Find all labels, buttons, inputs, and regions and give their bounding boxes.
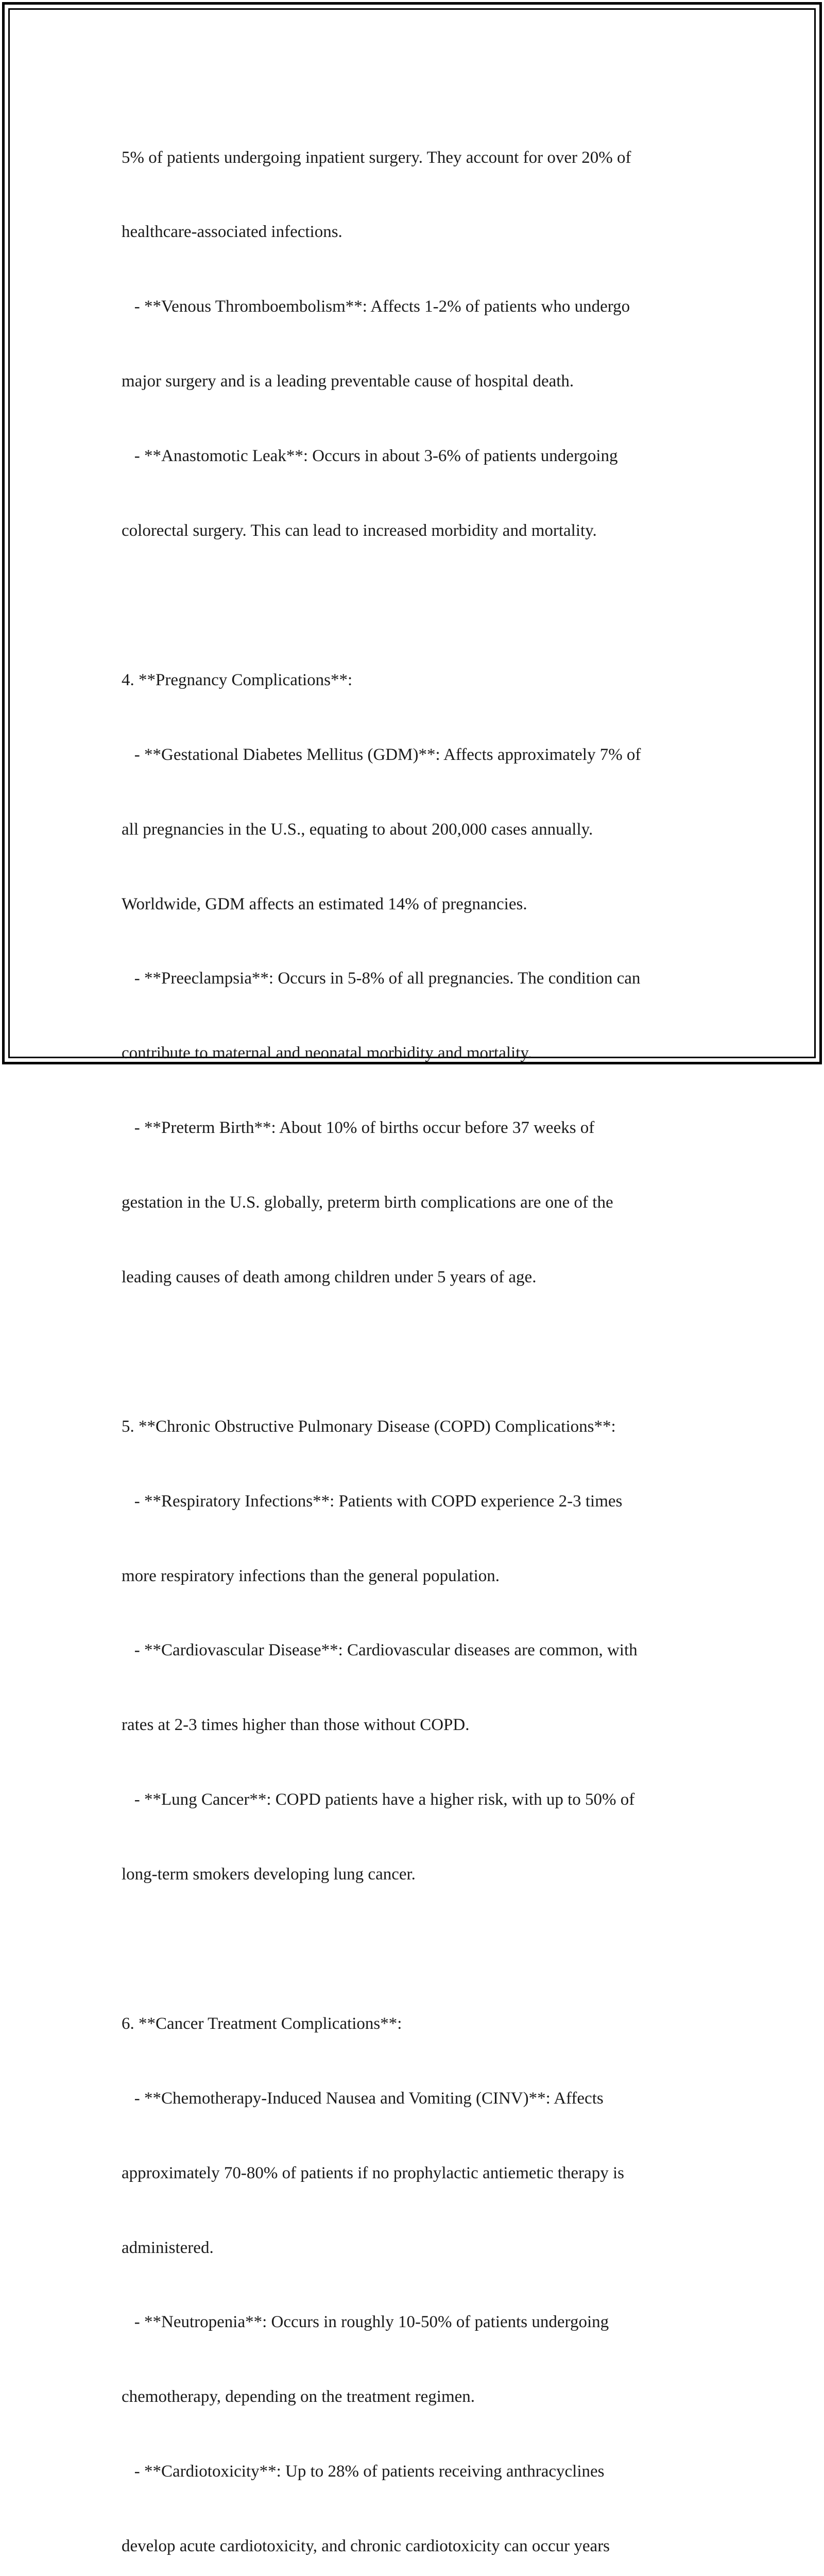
text-line: colorectal surgery. This can lead to increased morbidity and mortality. xyxy=(122,521,597,540)
text-line: major surgery and is a leading preventable cause of hospital death. xyxy=(122,372,574,391)
blank-line xyxy=(122,1937,714,1961)
text-line: 5% of patients undergoing inpatient surgery. They account for over 20% of xyxy=(122,148,631,167)
text-line: - **Anastomotic Leak**: Occurs in about 3-6% of patients undergoing xyxy=(122,447,618,466)
text-line: - **Cardiotoxicity**: Up to 28% of patients receiving anthracyclines xyxy=(122,2462,605,2481)
text-line: more respiratory infections than the general population. xyxy=(122,1566,500,1585)
text-line: leading causes of death among children under 5 years of age. xyxy=(122,1267,537,1286)
text-line: - **Preterm Birth**: About 10% of births occur before 37 weeks of xyxy=(122,1118,595,1138)
text-line: - **Gestational Diabetes Mellitus (GDM)**: Affects approximately 7% of xyxy=(122,745,641,764)
text-line: - **Cardiovascular Disease**: Cardiovascular diseases are common, with xyxy=(122,1641,638,1660)
text-line: rates at 2-3 times higher than those without COPD. xyxy=(122,1716,470,1735)
text-line: Worldwide, GDM affects an estimated 14% of pregnancies. xyxy=(122,894,527,913)
text-line: healthcare-associated infections. xyxy=(122,223,342,242)
blank-line xyxy=(122,593,714,618)
text-line: - **Lung Cancer**: COPD patients have a higher risk, with up to 50% of xyxy=(122,1790,635,1809)
text-line: gestation in the U.S. globally, preterm birth complications are one of the xyxy=(122,1193,613,1212)
section-heading: 6. **Cancer Treatment Complications**: xyxy=(122,2014,402,2033)
blank-line xyxy=(122,1340,714,1364)
document-body xyxy=(122,95,714,2576)
text-line: contribute to maternal and neonatal morbidity and mortality. xyxy=(122,1044,532,1063)
text-line: - **Preeclampsia**: Occurs in 5-8% of all pregnancies. The condition can xyxy=(122,969,641,988)
text-line: - **Chemotherapy-Induced Nausea and Vomiting (CINV)**: Affects xyxy=(122,2089,604,2108)
text-line: - **Neutropenia**: Occurs in roughly 10-50% of patients undergoing xyxy=(122,2313,609,2332)
section-heading: 5. **Chronic Obstructive Pulmonary Disease (COPD) Complications**: xyxy=(122,1417,616,1436)
text-line: long-term smokers developing lung cancer. xyxy=(122,1865,416,1884)
text-line: - **Respiratory Infections**: Patients with COPD experience 2-3 times xyxy=(122,1492,623,1511)
text-line: chemotherapy, depending on the treatment regimen. xyxy=(122,2387,475,2406)
text-line: approximately 70-80% of patients if no prophylactic antiemetic therapy is xyxy=(122,2163,624,2182)
text-line: - **Venous Thromboembolism**: Affects 1-2% of patients who undergo xyxy=(122,297,630,316)
text-line: administered. xyxy=(122,2238,214,2257)
section-heading: 4. **Pregnancy Complications**: xyxy=(122,670,353,689)
text-line: develop acute cardiotoxicity, and chronic cardiotoxicity can occur years xyxy=(122,2537,610,2556)
text-line: all pregnancies in the U.S., equating to about 200,000 cases annually. xyxy=(122,820,593,839)
